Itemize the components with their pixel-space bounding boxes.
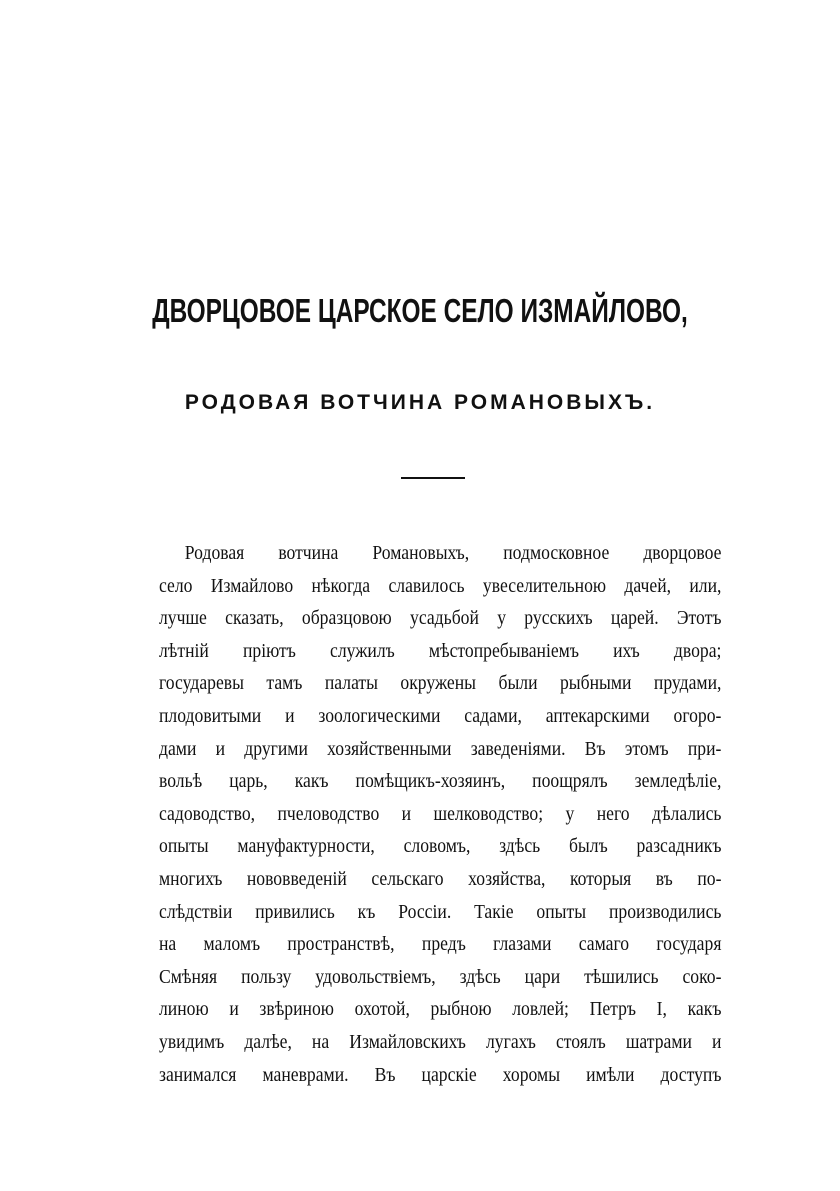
text-line: опыты мануфактурности, словомъ, здѣсь былъ разсадникъ bbox=[159, 835, 722, 858]
chapter-title: ДВОРЦОВОЕ ЦАРСКОЕ СЕЛО ИЗМАЙЛОВО, bbox=[152, 292, 688, 329]
text-line: дами и другими хозяйственными заведеніями. Въ этомъ при- bbox=[159, 737, 722, 760]
text-line: государевы тамъ палаты окружены были рыбными прудами, bbox=[159, 672, 722, 695]
text-line: занимался маневрами. Въ царскіе хоромы имѣли доступъ bbox=[159, 1063, 722, 1086]
text-line: село Измайлово нѣкогда славилось увеселительною дачей, или, bbox=[159, 574, 722, 597]
text-line: лучше сказать, образцовою усадьбой у русскихъ царей. Этотъ bbox=[159, 607, 722, 630]
text-line: садоводство, пчеловодство и шелководство; у него дѣлались bbox=[159, 802, 722, 825]
chapter-subtitle: РОДОВАЯ ВОТЧИНА РОМАНОВЫХЪ. bbox=[184, 391, 656, 414]
text-line: линою и звѣриною охотой, рыбною ловлей; Петръ I, какъ bbox=[159, 998, 722, 1021]
text-line: слѣдствіи привились къ Россіи. Такіе опыты производились bbox=[159, 900, 722, 923]
text-line: Родовая вотчина Романовыхъ, подмосковное дворцовое bbox=[184, 542, 722, 564]
text-line: плодовитыми и зоологическими садами, аптекарскими огоро- bbox=[159, 704, 722, 727]
text-line: вольѣ царь, какъ помѣщикъ-хозяинъ, поощрялъ земледѣліе, bbox=[159, 770, 722, 793]
text-line: Смѣняя пользу удовольствіемъ, здѣсь цари тѣшились соко- bbox=[159, 965, 722, 988]
section-divider bbox=[401, 477, 465, 479]
text-line: лѣтній пріютъ служилъ мѣстопребываніемъ ихъ двора; bbox=[159, 639, 722, 662]
text-line: многихъ нововведеній сельскаго хозяйства, которыя въ по- bbox=[159, 867, 722, 890]
body-paragraph bbox=[159, 537, 722, 1091]
text-line: на маломъ пространствѣ, предъ глазами самаго государя bbox=[159, 933, 722, 956]
text-line: увидимъ далѣе, на Измайловскихъ лугахъ стоялъ шатрами и bbox=[159, 1030, 722, 1053]
